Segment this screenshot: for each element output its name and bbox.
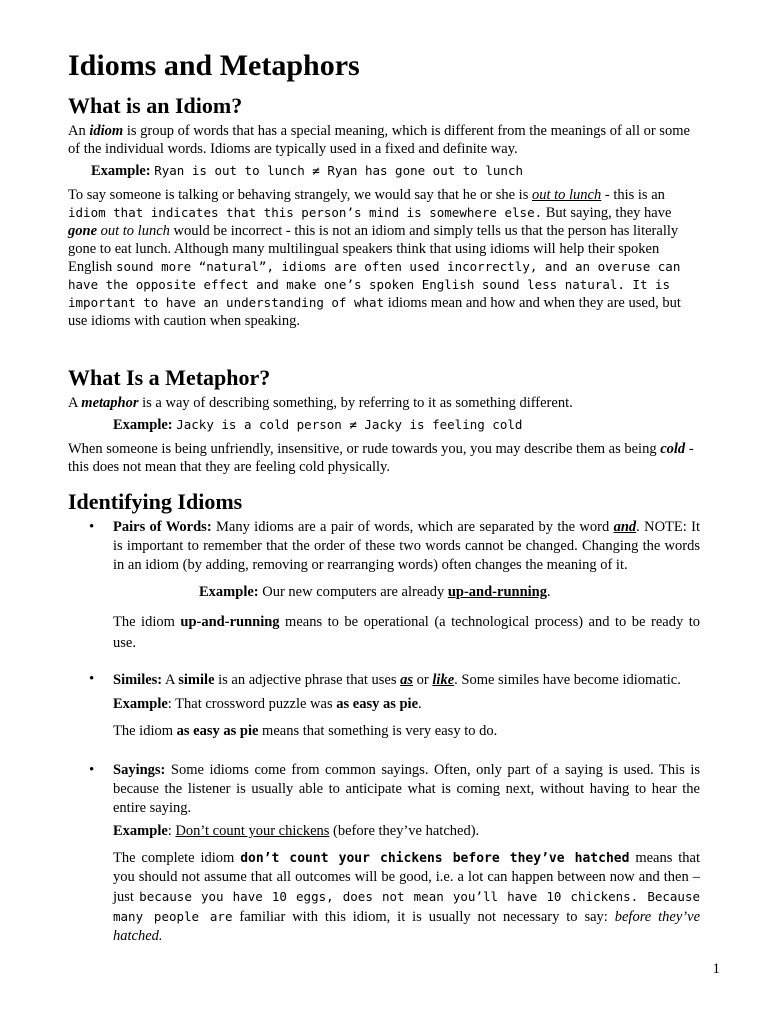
section-heading-identifying: Identifying Idioms — [68, 489, 243, 514]
pairs-example: Example: Our new computers are already up-and-running. — [199, 584, 551, 600]
list-item-pairs: • Pairs of Words: Many idioms are a pair of words, which are separated by the word and. NOTE: It is important to remember that the order of these two words cannot be changed. Changing the words in an idiom (by adding, removing or rearranging words) often changes the meaning of it. Example: Our new computers are already up-and-running. The idiom up-and-running means to be operational (a technological process) and to be ready to use. — [68, 518, 700, 654]
document-page — [68, 48, 700, 946]
metaphor-explanation: When someone is being unfriendly, insensitive, or rude towards you, you may describe them as being cold - this does not mean that they are feeling cold physically. — [68, 441, 694, 475]
list-item-sayings: • Sayings: Some idioms come from common sayings. Often, only part of a saying is used. This is because the listener is usually able to anticipate what is coming next, without having to hear the entire saying. Example: Don’t count your chickens (before they’ve hatched). The complete idiom don’t count your chickens before they’ve hatched means that you should not assume that all outcomes will be good, i.e. a lot can happen between now and then – just because you have 10 eggs, does not mean you’ll have 10 chickens. Because many people are familiar with this idiom, it is usually not necessary to say: before they’ve hatched. — [68, 761, 700, 946]
pairs-explanation: The idiom up-and-running means to be operational (a technological process) and to be ready to use. — [113, 614, 700, 651]
sayings-explanation: The complete idiom don’t count your chickens before they’ve hatched means that you should not assume that all outcomes will be good, i.e. a lot can happen between now and then – just because you have 10 eggs, does not mean you’ll have 10 chickens. Because many people are familiar with this idiom, it is usually not necessary to say: before they’ve hatched. — [113, 850, 701, 944]
list-item-similes: • Similes: A simile is an adjective phrase that uses as or like. Some similes have become idiomatic. Example: That crossword puzzle was as easy as pie. The idiom as easy as pie means that something is very easy to do. — [68, 670, 700, 741]
idiom-example: Example: Ryan is out to lunch ≠ Ryan has gone out to lunch — [91, 163, 523, 179]
idiom-types-list — [68, 518, 700, 946]
section-heading-metaphor: What Is a Metaphor? — [68, 365, 271, 390]
idiom-definition: An idiom is group of words that has a special meaning, which is different from the meanings of all or some of the individual words. Idioms are typically used in a fixed and definite way. — [68, 123, 690, 157]
metaphor-example: Example: Jacky is a cold person ≠ Jacky is feeling cold — [113, 417, 523, 433]
similes-explanation: The idiom as easy as pie means that something is very easy to do. — [113, 723, 498, 739]
page-title: Idioms and Metaphors — [68, 49, 360, 82]
metaphor-definition: A metaphor is a way of describing something, by referring to it as something different. — [68, 395, 573, 411]
idiom-explanation: To say someone is talking or behaving strangely, we would say that he or she is out to lunch - this is an idiom that indicates that this person’s mind is somewhere else. But saying, they have gone out to lunch would be incorrect - this is not an idiom and simply tells us that the person has literally gone to eat lunch. Although many multilingual speakers think that using idioms will help their spoken English sound more “natural”, idioms are often used incorrectly, and an overuse can have the opposite effect and make one’s spoken English sound less natural. It is important to have an understanding of what idioms mean and how and when they are used, but use idioms with caution when speaking. — [68, 187, 681, 329]
sayings-example: Example: Don’t count your chickens (before they’ve hatched). — [113, 823, 480, 839]
similes-example: Example: That crossword puzzle was as easy as pie. — [113, 696, 422, 712]
page-number: 1 — [712, 961, 720, 977]
section-heading-idiom: What is an Idiom? — [68, 93, 243, 118]
